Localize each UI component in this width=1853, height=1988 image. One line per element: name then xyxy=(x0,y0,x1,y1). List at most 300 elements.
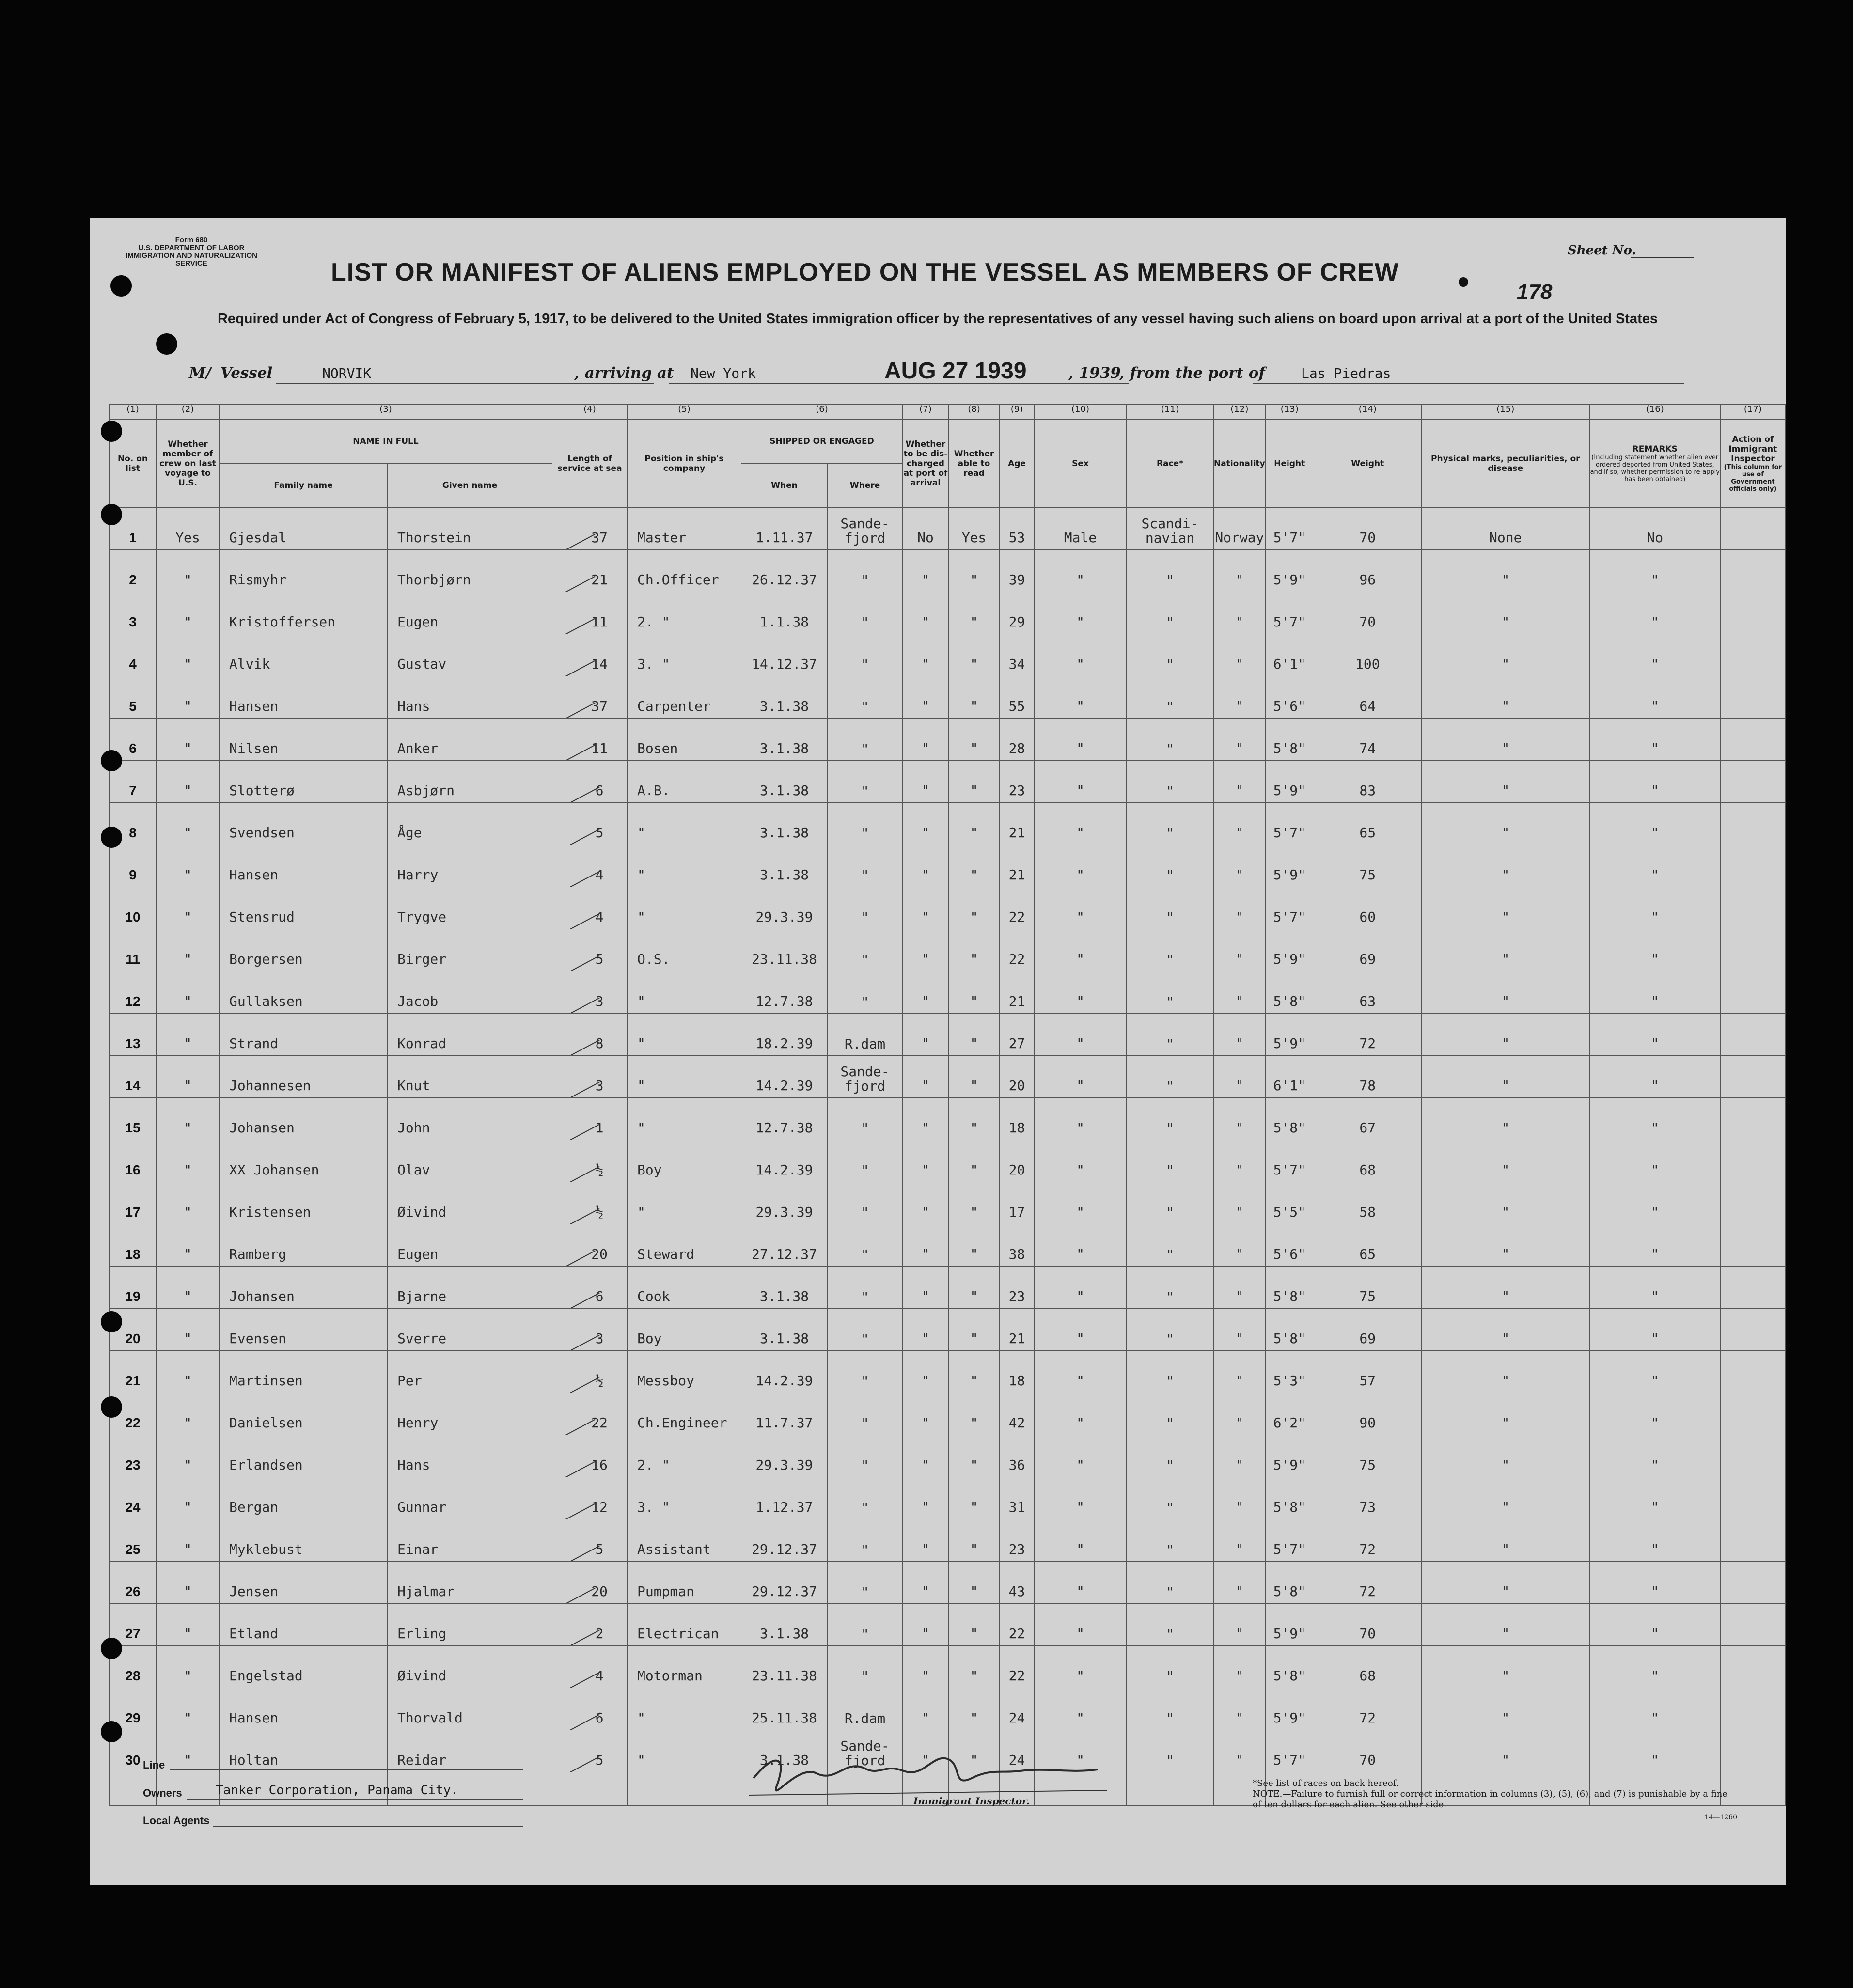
cell-remarks: " xyxy=(1589,1435,1720,1477)
cell-nat: " xyxy=(1214,1182,1266,1224)
cell-age: 53 xyxy=(1000,508,1035,550)
cell-length xyxy=(552,845,628,887)
cell-remarks: " xyxy=(1589,1477,1720,1519)
cell-remarks: " xyxy=(1589,1562,1720,1604)
cell-marks: " xyxy=(1421,1309,1589,1351)
cell-position: Boy xyxy=(628,1309,741,1351)
cell-weight: 70 xyxy=(1314,1730,1421,1772)
cell-disch: " xyxy=(903,1182,949,1224)
cell-disch: " xyxy=(903,887,949,929)
cell-when: 14.2.39 xyxy=(741,1140,828,1182)
cell-disch: " xyxy=(903,550,949,592)
cell-position: " xyxy=(628,845,741,887)
crew-row xyxy=(110,761,1786,803)
cell-marks: " xyxy=(1421,592,1589,634)
cell-disch: " xyxy=(903,929,949,971)
cell-age: 28 xyxy=(1000,719,1035,761)
crew-row xyxy=(110,1098,1786,1140)
cell-age: 38 xyxy=(1000,1224,1035,1267)
cell-remarks: " xyxy=(1589,1182,1720,1224)
cell-marks: None xyxy=(1421,508,1589,550)
cell-where: " xyxy=(828,1309,903,1351)
cell-nat: " xyxy=(1214,1098,1266,1140)
cell-sex: " xyxy=(1035,1730,1127,1772)
cell-where: " xyxy=(828,1604,903,1646)
cell-height: 5'8" xyxy=(1265,1267,1314,1309)
cell-where: " xyxy=(828,1140,903,1182)
cell-no: 13 xyxy=(110,1014,157,1056)
cell-marks: " xyxy=(1421,1267,1589,1309)
cell-position: Assistant xyxy=(628,1519,741,1562)
cell-remarks: " xyxy=(1589,929,1720,971)
cell-height: 5'9" xyxy=(1265,1688,1314,1730)
cell-race: " xyxy=(1127,1604,1214,1646)
cell-disch: " xyxy=(903,1056,949,1098)
cell-read: " xyxy=(949,1604,1000,1646)
cell-age: 42 xyxy=(1000,1393,1035,1435)
cell-inspector-action xyxy=(1720,719,1785,761)
cell-height: 5'8" xyxy=(1265,971,1314,1014)
cell-marks: " xyxy=(1421,634,1589,676)
cell-weight: 68 xyxy=(1314,1646,1421,1688)
cell-height: 5'7" xyxy=(1265,1519,1314,1562)
from-port-label: , from the port of xyxy=(1119,364,1265,382)
cell-length xyxy=(552,1098,628,1140)
cell-sex: " xyxy=(1035,1224,1127,1267)
crew-row xyxy=(110,1435,1786,1477)
cell-given: Birger xyxy=(388,929,552,971)
cell-marks: " xyxy=(1421,761,1589,803)
cell-weight: 100 xyxy=(1314,634,1421,676)
cell-height: 5'8" xyxy=(1265,1309,1314,1351)
cell-when: 1.11.37 xyxy=(741,508,828,550)
sheet-number-field xyxy=(1568,243,1655,258)
cell-family: Nilsen xyxy=(220,719,388,761)
cell-no: 12 xyxy=(110,971,157,1014)
cell-age: 23 xyxy=(1000,1267,1035,1309)
cell-given: Sverre xyxy=(388,1309,552,1351)
cell-sex: " xyxy=(1035,1393,1127,1435)
cell-race: " xyxy=(1127,803,1214,845)
department-name: U.S. DEPARTMENT OF LABOR xyxy=(138,244,245,252)
cell-given: Thorvald xyxy=(388,1688,552,1730)
cell-age: 20 xyxy=(1000,1140,1035,1182)
cell-no: 14 xyxy=(110,1056,157,1098)
cell-length xyxy=(552,1056,628,1098)
cell-member: " xyxy=(157,634,220,676)
col-14-number: (14) xyxy=(1314,405,1421,420)
cell-member: " xyxy=(157,719,220,761)
col-10-number: (10) xyxy=(1035,405,1127,420)
cell-where: " xyxy=(828,719,903,761)
cell-length xyxy=(552,1182,628,1224)
cell-weight: 63 xyxy=(1314,971,1421,1014)
crew-row xyxy=(110,887,1786,929)
cell-weight: 67 xyxy=(1314,1098,1421,1140)
cell-nat: " xyxy=(1214,761,1266,803)
page-number: 178 xyxy=(1517,280,1553,304)
cell-inspector-action xyxy=(1720,1435,1785,1477)
cell-member: " xyxy=(157,1182,220,1224)
header-height: Height xyxy=(1265,420,1314,508)
cell-age: 23 xyxy=(1000,1519,1035,1562)
cell-disch: " xyxy=(903,1224,949,1267)
punch-hole xyxy=(156,333,177,355)
cell-member: " xyxy=(157,1646,220,1688)
cell-position: " xyxy=(628,1098,741,1140)
cell-length xyxy=(552,1688,628,1730)
cell-weight: 70 xyxy=(1314,508,1421,550)
cell-read: " xyxy=(949,1646,1000,1688)
cell-no: 1 xyxy=(110,508,157,550)
cell-race: " xyxy=(1127,592,1214,634)
cell-read: " xyxy=(949,1519,1000,1562)
cell-nat: " xyxy=(1214,1562,1266,1604)
cell-given: Åge xyxy=(388,803,552,845)
cell-when: 12.7.38 xyxy=(741,971,828,1014)
cell-age: 34 xyxy=(1000,634,1035,676)
cell-race: " xyxy=(1127,1267,1214,1309)
cell-given: Erling xyxy=(388,1604,552,1646)
cell-remarks: " xyxy=(1589,1351,1720,1393)
owners-underline xyxy=(187,1799,523,1800)
crew-row xyxy=(110,1140,1786,1182)
header-weight: Weight xyxy=(1314,420,1421,508)
cell-inspector-action xyxy=(1720,634,1785,676)
cell-race: " xyxy=(1127,719,1214,761)
cell-nat: " xyxy=(1214,592,1266,634)
cell-nat: " xyxy=(1214,929,1266,971)
cell-given: Asbjørn xyxy=(388,761,552,803)
header-where: Where xyxy=(828,464,903,508)
cell-inspector-action xyxy=(1720,803,1785,845)
crew-row xyxy=(110,1646,1786,1688)
cell-position: O.S. xyxy=(628,929,741,971)
form-number: Form 680 xyxy=(175,236,208,244)
cell-given: Henry xyxy=(388,1393,552,1435)
cell-weight: 60 xyxy=(1314,887,1421,929)
cell-remarks: " xyxy=(1589,1014,1720,1056)
cell-given: Hjalmar xyxy=(388,1562,552,1604)
cell-age: 27 xyxy=(1000,1014,1035,1056)
arrival-port: New York xyxy=(691,365,756,381)
cell-marks: " xyxy=(1421,845,1589,887)
col-9-number: (9) xyxy=(1000,405,1035,420)
cell-when: 23.11.38 xyxy=(741,929,828,971)
punch-hole xyxy=(101,1396,122,1418)
cell-where: " xyxy=(828,676,903,719)
cell-position: " xyxy=(628,1688,741,1730)
cell-when: 14.2.39 xyxy=(741,1056,828,1098)
cell-nat: " xyxy=(1214,634,1266,676)
cell-no: 11 xyxy=(110,929,157,971)
crew-row xyxy=(110,803,1786,845)
cell-remarks: " xyxy=(1589,1604,1720,1646)
cell-member: " xyxy=(157,1224,220,1267)
length-value: ½ xyxy=(595,1162,604,1178)
cell-race: " xyxy=(1127,634,1214,676)
punch-hole xyxy=(101,750,122,771)
crew-row xyxy=(110,1267,1786,1309)
cell-length xyxy=(552,803,628,845)
cell-remarks: " xyxy=(1589,550,1720,592)
crew-row xyxy=(110,1519,1786,1562)
cell-weight: 69 xyxy=(1314,929,1421,971)
cell-disch: " xyxy=(903,1646,949,1688)
cell-marks: " xyxy=(1421,1098,1589,1140)
cell-nat: " xyxy=(1214,1309,1266,1351)
vessel-prefix: M/ xyxy=(189,364,211,382)
cell-where: " xyxy=(828,1267,903,1309)
cell-age: 22 xyxy=(1000,887,1035,929)
cell-length xyxy=(552,634,628,676)
cell-read: " xyxy=(949,887,1000,929)
cell-read: " xyxy=(949,1477,1000,1519)
cell-member: Yes xyxy=(157,508,220,550)
crew-row xyxy=(110,1477,1786,1519)
cell-no: 17 xyxy=(110,1182,157,1224)
cell-family: Hansen xyxy=(220,1688,388,1730)
cell-inspector-action xyxy=(1720,1646,1785,1688)
punch-hole xyxy=(101,1721,122,1742)
document-title: LIST OR MANIFEST OF ALIENS EMPLOYED ON THE VESSEL AS MEMBERS OF CREW xyxy=(331,258,1399,286)
cell-disch: " xyxy=(903,1730,949,1772)
cell-nat: " xyxy=(1214,971,1266,1014)
cell-marks: " xyxy=(1421,803,1589,845)
length-value: 4 xyxy=(595,909,604,925)
cell-given: John xyxy=(388,1098,552,1140)
header-position: Position in ship's company xyxy=(628,420,741,508)
cell-given: Anker xyxy=(388,719,552,761)
cell-nat: " xyxy=(1214,550,1266,592)
cell-age: 21 xyxy=(1000,845,1035,887)
agents-underline xyxy=(213,1826,523,1827)
cell-when: 3.1.38 xyxy=(741,1267,828,1309)
vessel-name: NORVIK xyxy=(322,365,372,381)
cell-sex: " xyxy=(1035,1140,1127,1182)
cell-inspector-action xyxy=(1720,1393,1785,1435)
cell-weight: 72 xyxy=(1314,1562,1421,1604)
cell-race: Scandi- navian xyxy=(1127,508,1214,550)
cell-remarks: " xyxy=(1589,1519,1720,1562)
cell-no: 23 xyxy=(110,1435,157,1477)
cell-when: 11.7.37 xyxy=(741,1393,828,1435)
cell-when: 29.12.37 xyxy=(741,1562,828,1604)
action-title: Action of Immigrant Inspector xyxy=(1728,434,1777,464)
cell-race: " xyxy=(1127,676,1214,719)
cell-no: 18 xyxy=(110,1224,157,1267)
cell-nat: " xyxy=(1214,1224,1266,1267)
crew-manifest-table xyxy=(109,404,1786,1806)
cell-read: " xyxy=(949,1056,1000,1098)
cell-no: 20 xyxy=(110,1309,157,1351)
cell-remarks: " xyxy=(1589,1224,1720,1267)
cell-member: " xyxy=(157,971,220,1014)
cell-sex: " xyxy=(1035,1014,1127,1056)
cell-race: " xyxy=(1127,1562,1214,1604)
cell-sex: Male xyxy=(1035,508,1127,550)
length-value: 11 xyxy=(591,740,608,756)
cell-marks: " xyxy=(1421,1730,1589,1772)
cell-sex: " xyxy=(1035,550,1127,592)
cell-read: " xyxy=(949,1014,1000,1056)
cell-family: Holtan xyxy=(220,1730,388,1772)
cell-height: 5'7" xyxy=(1265,508,1314,550)
cell-race: " xyxy=(1127,1098,1214,1140)
cell-remarks: " xyxy=(1589,1730,1720,1772)
cell-remarks: " xyxy=(1589,1309,1720,1351)
cell-where: " xyxy=(828,1182,903,1224)
cell-member: " xyxy=(157,1309,220,1351)
header-no-on-list: No. on list xyxy=(110,420,157,508)
cell-nat: Norway xyxy=(1214,508,1266,550)
cell-no: 5 xyxy=(110,676,157,719)
cell-nat: " xyxy=(1214,1267,1266,1309)
cell-no: 21 xyxy=(110,1351,157,1393)
penalty-note: NOTE.—Failure to furnish full or correct information in columns (3), (5), (6), and (7) is punishable by a fine of ten dollars for each alien. See other side. xyxy=(1253,1789,1727,1810)
cell-position: Carpenter xyxy=(628,676,741,719)
cell-remarks: " xyxy=(1589,592,1720,634)
crew-row xyxy=(110,508,1786,550)
cell-length xyxy=(552,1604,628,1646)
cell-height: 5'9" xyxy=(1265,845,1314,887)
col-11-number: (11) xyxy=(1127,405,1214,420)
cell-where: " xyxy=(828,971,903,1014)
cell-disch: " xyxy=(903,1267,949,1309)
crew-row xyxy=(110,929,1786,971)
cell-read: " xyxy=(949,761,1000,803)
col-6-number: (6) xyxy=(741,405,903,420)
cell-inspector-action xyxy=(1720,1604,1785,1646)
cell-read: " xyxy=(949,803,1000,845)
crew-rows xyxy=(110,508,1786,1806)
cell-disch: " xyxy=(903,845,949,887)
cell-no: 28 xyxy=(110,1646,157,1688)
cell-family: Myklebust xyxy=(220,1519,388,1562)
cell-weight: 70 xyxy=(1314,592,1421,634)
cell-nat: " xyxy=(1214,1519,1266,1562)
cell-nat: " xyxy=(1214,1140,1266,1182)
col-13-number: (13) xyxy=(1265,405,1314,420)
cell-when: 3.1.38 xyxy=(741,803,828,845)
cell-race: " xyxy=(1127,971,1214,1014)
length-value: 6 xyxy=(595,1288,604,1304)
length-value: 5 xyxy=(595,1752,604,1768)
length-value: 6 xyxy=(595,783,604,798)
cell-position: Steward xyxy=(628,1224,741,1267)
cell-length xyxy=(552,508,628,550)
cell-age: 18 xyxy=(1000,1098,1035,1140)
cell-when: 1.12.37 xyxy=(741,1477,828,1519)
cell-inspector-action xyxy=(1720,1098,1785,1140)
punch-hole xyxy=(101,1311,122,1332)
cell-member: " xyxy=(157,1604,220,1646)
cell-no: 10 xyxy=(110,887,157,929)
cell-sex: " xyxy=(1035,719,1127,761)
cell-where: Sande- fjord xyxy=(828,1056,903,1098)
cell-sex: " xyxy=(1035,634,1127,676)
crew-row xyxy=(110,1224,1786,1267)
cell-family: Bergan xyxy=(220,1477,388,1519)
cell-position: Master xyxy=(628,508,741,550)
owners-label: Owners xyxy=(143,1787,182,1799)
cell-family: Stensrud xyxy=(220,887,388,929)
cell-age: 21 xyxy=(1000,803,1035,845)
length-value: 20 xyxy=(591,1246,608,1262)
header-given-name: Given name xyxy=(388,464,552,508)
cell-height: 5'9" xyxy=(1265,1014,1314,1056)
cell-age: 29 xyxy=(1000,592,1035,634)
col-17-number: (17) xyxy=(1720,405,1785,420)
cell-read: " xyxy=(949,971,1000,1014)
cell-position: " xyxy=(628,887,741,929)
cell-no: 7 xyxy=(110,761,157,803)
cell-marks: " xyxy=(1421,676,1589,719)
remarks-title: REMARKS xyxy=(1632,444,1678,454)
cell-weight: 69 xyxy=(1314,1309,1421,1351)
cell-weight: 72 xyxy=(1314,1014,1421,1056)
cell-inspector-action xyxy=(1720,1562,1785,1604)
cell-race: " xyxy=(1127,1014,1214,1056)
cell-given: Gustav xyxy=(388,634,552,676)
cell-marks: " xyxy=(1421,1604,1589,1646)
cell-disch: " xyxy=(903,1519,949,1562)
header-age: Age xyxy=(1000,420,1035,508)
cell-given: Thorstein xyxy=(388,508,552,550)
cell-given: Hans xyxy=(388,1435,552,1477)
footer-notes xyxy=(1253,1778,1737,1823)
length-value: 5 xyxy=(595,1541,604,1557)
cell-height: 5'9" xyxy=(1265,1435,1314,1477)
length-value: ½ xyxy=(595,1373,604,1389)
cell-given: Thorbjørn xyxy=(388,550,552,592)
cell-nat: " xyxy=(1214,1056,1266,1098)
cell-disch: " xyxy=(903,719,949,761)
cell-race: " xyxy=(1127,1519,1214,1562)
cell-where: Sande- fjord xyxy=(828,1730,903,1772)
cell-given: Hans xyxy=(388,676,552,719)
length-value: 3 xyxy=(595,1078,604,1094)
cell-family: Slotterø xyxy=(220,761,388,803)
cell-family: Martinsen xyxy=(220,1351,388,1393)
header-nationality: Nationality xyxy=(1214,420,1266,508)
crew-row xyxy=(110,592,1786,634)
cell-position: Motorman xyxy=(628,1646,741,1688)
cell-position: Pumpman xyxy=(628,1562,741,1604)
remarks-note: (Including statement whether alien ever ordered deported from United States, and if so, whether permission to re-apply has been obtained) xyxy=(1590,454,1720,483)
cell-weight: 75 xyxy=(1314,845,1421,887)
cell-marks: " xyxy=(1421,1688,1589,1730)
cell-where: " xyxy=(828,1519,903,1562)
cell-when: 3.1.38 xyxy=(741,845,828,887)
cell-remarks: " xyxy=(1589,761,1720,803)
cell-height: 5'8" xyxy=(1265,1646,1314,1688)
cell-length xyxy=(552,1562,628,1604)
cell-weight: 73 xyxy=(1314,1477,1421,1519)
cell-when: 27.12.37 xyxy=(741,1224,828,1267)
header-race: Race* xyxy=(1127,420,1214,508)
cell-where: " xyxy=(828,592,903,634)
col-15-number: (15) xyxy=(1421,405,1589,420)
cell-nat: " xyxy=(1214,1604,1266,1646)
cell-where: R.dam xyxy=(828,1014,903,1056)
cell-member: " xyxy=(157,1519,220,1562)
cell-inspector-action xyxy=(1720,845,1785,887)
line-underline xyxy=(170,1769,523,1770)
cell-age: 20 xyxy=(1000,1056,1035,1098)
cell-disch: " xyxy=(903,1604,949,1646)
cell-family: Svendsen xyxy=(220,803,388,845)
